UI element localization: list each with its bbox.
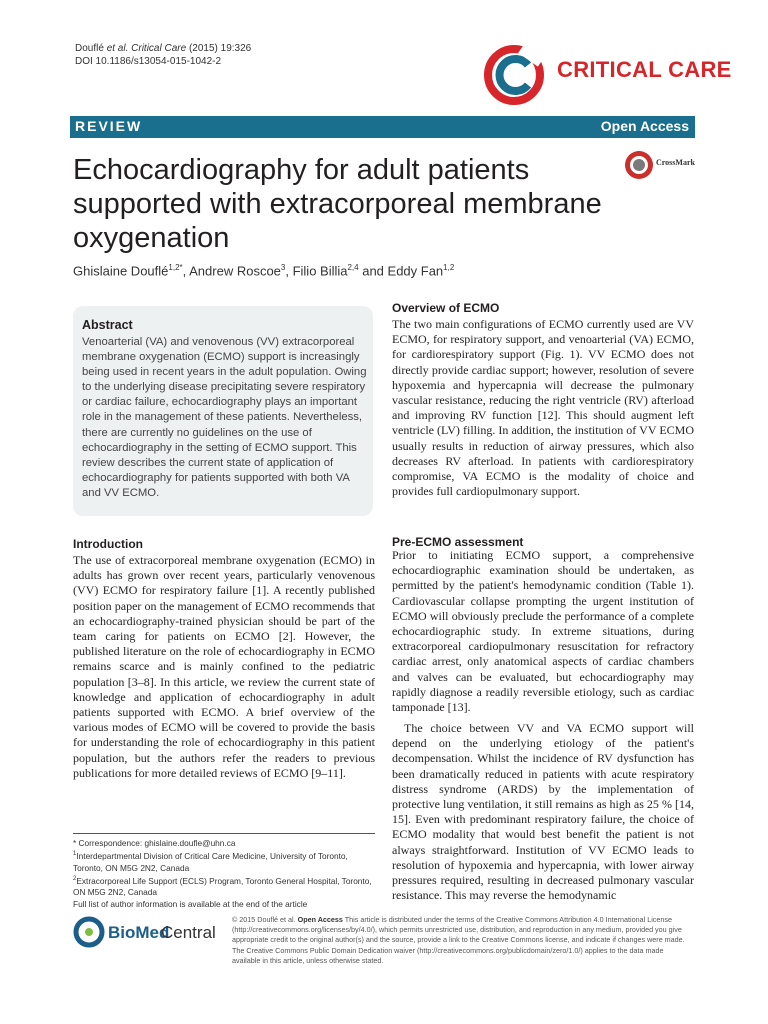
author-list: [73, 263, 454, 278]
biomed-central-icon: [73, 916, 105, 948]
overview-heading: Overview of ECMO: [392, 301, 500, 315]
introduction-heading: Introduction: [73, 537, 143, 551]
author-affiliation: 1,2: [443, 263, 455, 272]
citation: [75, 42, 251, 68]
article-type: REVIEW: [75, 118, 143, 134]
author: Ghislaine Douflé: [73, 263, 169, 279]
affiliation: Interdepartmental Division of Critical Care Medicine, University of Toronto, Toronto, ON M5G 2N2, Canada: [73, 851, 348, 873]
affiliation-number: 1: [73, 851, 77, 858]
article-type-banner: [70, 116, 695, 138]
footnote-divider: [73, 833, 375, 834]
author-affiliation: 1,2*: [168, 263, 183, 272]
license-open-access: Open Access: [297, 915, 343, 924]
citation-journal: Critical Care: [131, 43, 187, 54]
citation-volume: (2015) 19:326: [188, 43, 252, 54]
correspondence: * Correspondence: ghislaine.doufle@uhn.ca: [73, 838, 236, 848]
pre-ecmo-heading: Pre-ECMO assessment: [392, 535, 524, 549]
pre-ecmo-text-continued: The choice between VV and VA ECMO support will depend on the underlying etiology of the patient's decompensation. Whilst the incidence of RV dysfunction has been dramatically reduced in patients with acute respiratory distress syndrome (ARDS) by the implementation of protective lung ventilation, it still remains as high as 25 % [14, 15]. Even with predominant respiratory failure, the choice of ECMO modality that would best benefit the patient is not always straightforward. Institution of VV ECMO leads to resolution of hypoxemia and hypercapnia, with lower airway pressures required, resulting in decreased pulmonary vascular resistance. This may reverse the hemodynamic: [392, 721, 694, 903]
doi: DOI 10.1186/s13054-015-1042-2: [75, 56, 222, 67]
abstract-heading: Abstract: [82, 318, 133, 332]
biomed-text: BioMed: [108, 923, 170, 942]
author: , Filio Billia: [285, 263, 348, 279]
introduction-text: The use of extracorporeal membrane oxygenation (ECMO) in adults has grown over recent years, particularly venovenous (VV) ECMO for respiratory failure [1]. A recently published position paper on the management of ECMO recommends that an echocardiography-trained physician should be part of the team caring for patients on ECMO [2]. However, the published literature on the role of echocardiography in ECMO remains scarce and is mainly confined to the pediatric population [3–8]. In this article, we review the current state of knowledge and application of echocardiography in adult patients supported with ECMO. A brief overview of the various modes of ECMO will be covered to provide the basis for understanding the role of echocardiography in this patient population, but the authors refer the readers to previous publications for more detailed reviews of ECMO [9–11].: [73, 553, 375, 780]
pre-ecmo-text: Prior to initiating ECMO support, a comprehensive echocardiographic examination should be undertaken, as permitted by the patient's hemodynamic condition (Table 1). Cardiovascular collapse prompting the urgent institution of ECMO will obviously preclude the performance of a complete echocardiographic study. In extreme situations, during extracorporeal cardiopulmonary resuscitation for refractory cardiac arrest, only anatomical aspects of cardiac chambers and valves can be evaluated, but echocardiography may rapidly diagnose a readily reversible etiology, such as cardiac tamponade [13].: [392, 548, 694, 715]
footnotes: [73, 838, 375, 910]
crossmark-icon[interactable]: [624, 150, 654, 180]
central-text: Central: [161, 923, 216, 942]
journal-logo-text: CRITICAL CARE: [557, 57, 732, 82]
affiliation-number: 2: [73, 875, 77, 882]
critical-care-logo-icon: [484, 45, 544, 105]
abstract-text: Venoarterial (VA) and venovenous (VV) extracorporeal membrane oxygenation (ECMO) support is increasingly being used in recent years in the adult population. Owing to the underlying disease precipitating severe respiratory or cardiac failure, echocardiography plays an important role in the management of these patients. Nevertheless, there are currently no guidelines on the use of echocardiography in the setting of ECMO support. This review describes the current state of application of echocardiography for patients supported with both VA and VV ECMO.: [82, 336, 367, 499]
crossmark-label[interactable]: CrossMark: [656, 158, 695, 167]
biomed-central-logo: [73, 915, 223, 951]
author: , Andrew Roscoe: [182, 263, 281, 279]
affiliation: Extracorporeal Life Support (ECLS) Program, Toronto General Hospital, Toronto, ON M5G 2N2, Canada: [73, 875, 372, 898]
article-title: Echocardiography for adult patients supported with extracorporeal membrane oxygenation: [73, 154, 602, 254]
license-body: This article is distributed under the terms of the Creative Commons Attribution 4.0 International License (http://creativecommons.org/licenses/by/4.0/), which permits unrestricted use, distribution, and reproduction in any medium, provided you give appropriate credit to the original author(s) and the source, provide a link to the Creative Commons license, and indicate if changes were made. The Creative Commons Public Domain Dedication waiver (http://creativecommons.org/publicdomain/zero/1.0/) applies to the data made available in this article, unless otherwise stated.: [232, 915, 685, 965]
license-text: [232, 915, 692, 966]
author: and Eddy Fan: [358, 263, 444, 279]
author-info-note: Full list of author information is available at the end of the article: [73, 898, 308, 909]
citation-authors: Douflé: [75, 43, 104, 54]
author-affiliation: 3: [280, 263, 286, 272]
license-prefix: © 2015 Douflé et al.: [232, 915, 298, 924]
overview-text: The two main configurations of ECMO currently used are VV ECMO, for respiratory support, and venoarterial (VA) ECMO, for cardiorespiratory support (Fig. 1). VV ECMO does not directly provide cardiac support; however, resolution of severe hypoxemia and hypercapnia will decrease the pulmonary vascular resistance, reducing the right ventricle (RV) afterload and improving RV function [12]. This should augment left ventricle (LV) filling. In addition, the institution of VV ECMO usually results in reduction of airway pressures, which also decreases RV afterload. In patients with cardiorespiratory compromise, VA ECMO is the modality of choice and provides full cardiopulmonary support.: [392, 317, 694, 499]
open-access-label: Open Access: [600, 118, 689, 134]
citation-etal: et al.: [106, 43, 129, 54]
author-affiliation: 2,4: [347, 263, 359, 272]
